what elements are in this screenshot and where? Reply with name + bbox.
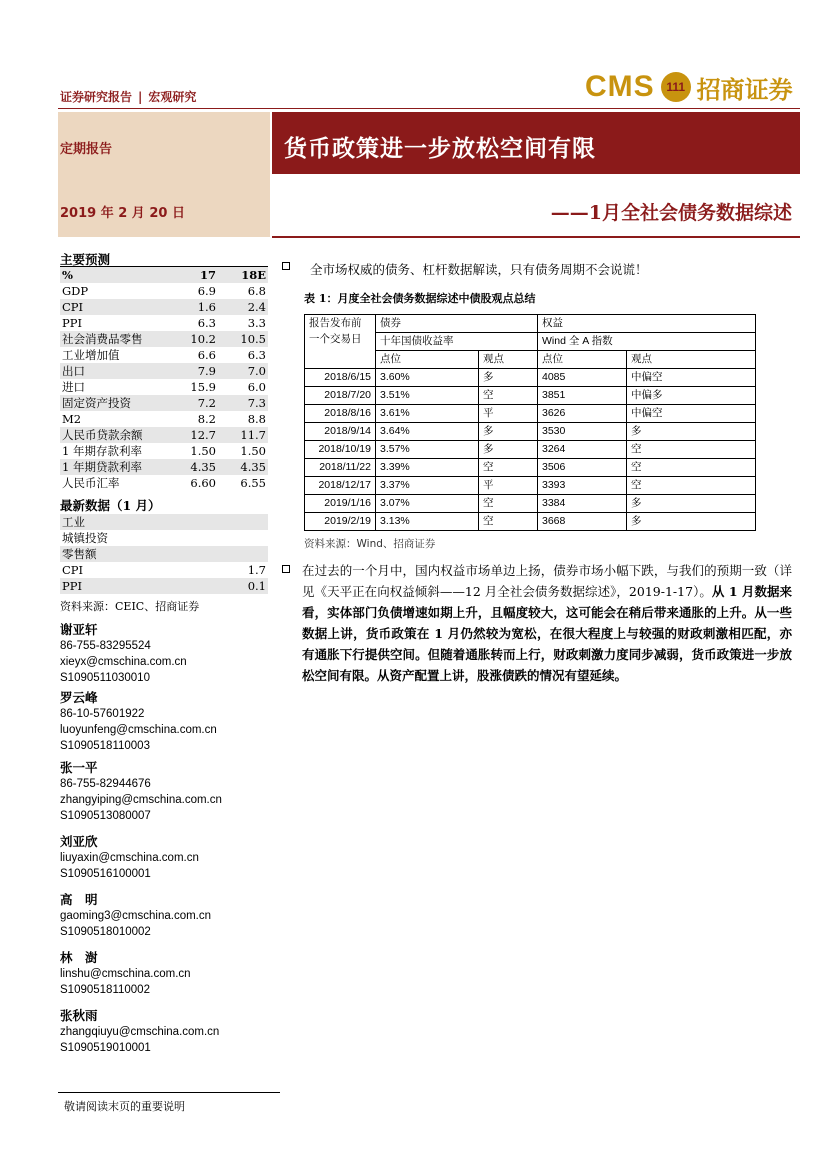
cell-yield: 3.37% — [376, 477, 479, 495]
row-label: PPI — [60, 315, 172, 331]
table-row — [60, 395, 268, 411]
cell-yield: 3.57% — [376, 441, 479, 459]
header-cell: 18E — [218, 267, 268, 284]
header-cell: 十年国债收益率 — [376, 333, 538, 351]
analyst-card — [60, 834, 199, 882]
bullet-intro — [282, 260, 648, 278]
category-label: 证券研究报告 — [60, 90, 133, 104]
row-value: 8.2 — [172, 411, 218, 427]
table-row — [305, 423, 756, 441]
analyst-name: 林 澍 — [60, 950, 98, 965]
analyst-card — [60, 892, 211, 940]
row-value: 6.8 — [218, 283, 268, 299]
cell-equity-view: 空 — [627, 459, 756, 477]
analyst-license: S1090513080007 — [60, 810, 151, 822]
analyst-name: 张一平 — [60, 760, 98, 775]
table-row — [305, 495, 756, 513]
row-label: 工业增加值 — [60, 347, 172, 363]
header-cell: % — [60, 267, 172, 284]
table-row — [60, 475, 268, 491]
cell-equity-view: 中偏空 — [627, 369, 756, 387]
analyst-card — [60, 1008, 219, 1056]
cell-index: 3626 — [538, 405, 627, 423]
table-row — [60, 546, 268, 562]
cell-yield: 3.13% — [376, 513, 479, 531]
analyst-email[interactable]: linshu@cmschina.com.cn — [60, 968, 191, 980]
analyst-name: 刘亚欣 — [60, 834, 98, 849]
row-label: 1 年期存款利率 — [60, 443, 172, 459]
table-row — [305, 369, 756, 387]
row-value: 12.7 — [172, 427, 218, 443]
row-value — [204, 530, 268, 546]
row-label: 社会消费品零售 — [60, 331, 172, 347]
row-value: 2.4 — [218, 299, 268, 315]
cell-equity-view: 多 — [627, 495, 756, 513]
row-value: 6.55 — [218, 475, 268, 491]
row-value: 8.8 — [218, 411, 268, 427]
analyst-name: 罗云峰 — [60, 690, 98, 705]
cell-date: 2018/10/19 — [305, 441, 376, 459]
cell-bond-view: 空 — [479, 513, 538, 531]
table-row — [305, 459, 756, 477]
logo-badge-icon: 111 — [661, 72, 691, 102]
header-cell: 观点 — [479, 351, 538, 369]
table-row — [60, 299, 268, 315]
row-label: 出口 — [60, 363, 172, 379]
report-type: 定期报告 — [60, 142, 113, 157]
cell-equity-view: 中偏空 — [627, 405, 756, 423]
cell-index: 3506 — [538, 459, 627, 477]
bullet-square-icon — [282, 565, 290, 573]
cms-logo — [585, 70, 793, 104]
cell-date: 2018/7/20 — [305, 387, 376, 405]
header-cell: 点位 — [376, 351, 479, 369]
analyst-email[interactable]: zhangyiping@cmschina.com.cn — [60, 794, 222, 806]
row-value: 4.35 — [172, 459, 218, 475]
row-value: 6.3 — [172, 315, 218, 331]
cell-bond-view: 多 — [479, 369, 538, 387]
cell-index: 3264 — [538, 441, 627, 459]
cell-index: 3530 — [538, 423, 627, 441]
header-cell: Wind 全 A 指数 — [538, 333, 756, 351]
row-value: 7.3 — [218, 395, 268, 411]
table-row — [60, 562, 268, 578]
header-cell: 点位 — [538, 351, 627, 369]
subcategory-label: 宏观研究 — [148, 90, 197, 104]
table-row — [60, 315, 268, 331]
cell-bond-view: 平 — [479, 477, 538, 495]
header-cell: 17 — [172, 267, 218, 284]
row-label: PPI — [60, 578, 204, 594]
analyst-email[interactable]: gaoming3@cmschina.com.cn — [60, 910, 212, 922]
row-label: 固定资产投资 — [60, 395, 172, 411]
header-cell: 报告发布前一个交易日 — [305, 315, 376, 369]
table-row — [60, 459, 268, 475]
table-caption: 表 1：月度全社会债务数据综述中债股观点总结 — [304, 292, 536, 305]
row-value: 11.7 — [218, 427, 268, 443]
cell-index: 3384 — [538, 495, 627, 513]
forecast-heading: 主要预测 — [60, 252, 111, 267]
latest-source: 资料来源：CEIC、招商证券 — [60, 600, 200, 613]
table-row — [60, 427, 268, 443]
cell-bond-view: 多 — [479, 423, 538, 441]
table-row — [60, 411, 268, 427]
header-cell: 观点 — [627, 351, 756, 369]
views-table — [304, 314, 756, 531]
cell-date: 2019/2/19 — [305, 513, 376, 531]
cell-date: 2018/6/15 — [305, 369, 376, 387]
table-row — [60, 363, 268, 379]
table-row — [305, 441, 756, 459]
cell-index: 4085 — [538, 369, 627, 387]
bullet-summary — [282, 560, 792, 686]
title-divider — [272, 236, 800, 238]
row-value: 4.35 — [218, 459, 268, 475]
row-value: 1.7 — [204, 562, 268, 578]
latest-table — [60, 514, 268, 594]
report-category — [60, 88, 196, 105]
row-label: M2 — [60, 411, 172, 427]
analyst-license: S1090518110002 — [60, 984, 150, 996]
bullet-square-icon — [282, 262, 290, 270]
row-value: 3.3 — [218, 315, 268, 331]
table-row — [60, 578, 268, 594]
cell-bond-view: 空 — [479, 495, 538, 513]
row-value: 10.5 — [218, 331, 268, 347]
row-value: 7.0 — [218, 363, 268, 379]
cell-bond-view: 空 — [479, 459, 538, 477]
analyst-phone: 86-755-83295524 — [60, 640, 151, 652]
row-value: 7.9 — [172, 363, 218, 379]
cell-index: 3393 — [538, 477, 627, 495]
row-label: GDP — [60, 283, 172, 299]
row-label: 进口 — [60, 379, 172, 395]
cell-equity-view: 空 — [627, 441, 756, 459]
footer-note: 敬请阅读末页的重要说明 — [64, 1100, 185, 1113]
analyst-phone: 86-755-82944676 — [60, 778, 151, 790]
row-label: 人民币汇率 — [60, 475, 172, 491]
cell-yield: 3.60% — [376, 369, 479, 387]
table-row — [60, 347, 268, 363]
row-value: 6.0 — [218, 379, 268, 395]
table-row — [60, 514, 268, 530]
row-label: 人民币贷款余额 — [60, 427, 172, 443]
analyst-license: S1090518010002 — [60, 926, 151, 938]
category-separator: | — [138, 90, 143, 104]
table-row — [305, 387, 756, 405]
cell-date: 2018/9/14 — [305, 423, 376, 441]
header-cell: 权益 — [538, 315, 756, 333]
table-row — [305, 513, 756, 531]
table-header-row — [305, 315, 756, 333]
summary-text — [302, 560, 792, 686]
analyst-name: 张秋雨 — [60, 1008, 98, 1023]
row-value: 6.60 — [172, 475, 218, 491]
analyst-name: 谢亚轩 — [60, 622, 98, 637]
cell-bond-view: 空 — [479, 387, 538, 405]
row-value — [204, 546, 268, 562]
summary-normal: 在过去的一个月中，国内权益市场单边上扬，债券市场小幅下跌，与我们的预期一致（详见《天平正在向权益倾斜——12 月全社会债务数据综述》，2019-1-17）。 — [302, 563, 792, 599]
row-value: 1.50 — [218, 443, 268, 459]
row-label: 零售额 — [60, 546, 204, 562]
row-value: 0.1 — [204, 578, 268, 594]
analyst-license: S1090519010001 — [60, 1042, 151, 1054]
row-value: 1.6 — [172, 299, 218, 315]
row-value: 10.2 — [172, 331, 218, 347]
row-value: 1.50 — [172, 443, 218, 459]
cell-date: 2019/1/16 — [305, 495, 376, 513]
footer-divider — [58, 1092, 280, 1093]
summary-bold: 从 1 月数据来看，实体部门负债增速如期上升，且幅度较大，这可能会在稍后带来通胀的上升。从一些数据上讲，货币政策在 1 月仍然较为宽松，在很大程度上与较强的财政刺激相匹配，亦有通胀下行提供空间。但随着通胀转而上行，财政刺激力度同步减弱，货币政策进一步放松空间有限。从资产配置上讲，股涨债跌的情况有望延续。 — [302, 584, 793, 683]
cell-yield: 3.39% — [376, 459, 479, 477]
table-row — [305, 405, 756, 423]
row-label: CPI — [60, 562, 204, 578]
table-row — [60, 283, 268, 299]
row-value: 6.6 — [172, 347, 218, 363]
logo-en: CMS — [585, 70, 655, 103]
row-label: 城镇投资 — [60, 530, 204, 546]
analyst-email[interactable]: xieyx@cmschina.com.cn — [60, 656, 187, 668]
analyst-email[interactable]: luoyunfeng@cmschina.com.cn — [60, 724, 217, 736]
row-label: 1 年期贷款利率 — [60, 459, 172, 475]
cell-yield: 3.64% — [376, 423, 479, 441]
cell-date: 2018/12/17 — [305, 477, 376, 495]
cell-index: 3668 — [538, 513, 627, 531]
bullet-text: 全市场权威的债务、杠杆数据解读，只有债务周期不会说谎！ — [310, 262, 648, 277]
row-value — [204, 514, 268, 530]
table-row — [60, 530, 268, 546]
logo-cn: 招商证券 — [696, 75, 793, 104]
header-divider — [58, 108, 800, 109]
cell-yield: 3.61% — [376, 405, 479, 423]
analyst-name: 高 明 — [60, 892, 98, 907]
table-row — [60, 379, 268, 395]
analyst-license: S1090518110003 — [60, 740, 150, 752]
analyst-card — [60, 690, 217, 754]
analyst-license: S1090511030010 — [60, 672, 150, 684]
table-source: 资料来源：Wind、招商证券 — [304, 538, 436, 550]
cell-date: 2018/11/22 — [305, 459, 376, 477]
analyst-license: S1090516100001 — [60, 868, 151, 880]
cell-bond-view: 平 — [479, 405, 538, 423]
analyst-phone: 86-10-57601922 — [60, 708, 145, 720]
latest-heading: 最新数据（1 月） — [60, 498, 161, 513]
row-label: CPI — [60, 299, 172, 315]
cell-equity-view: 多 — [627, 423, 756, 441]
cell-equity-view: 中偏多 — [627, 387, 756, 405]
table-header-row — [60, 267, 268, 284]
cell-bond-view: 多 — [479, 441, 538, 459]
analyst-email[interactable]: liuyaxin@cmschina.com.cn — [60, 852, 199, 864]
cell-yield: 3.51% — [376, 387, 479, 405]
analyst-card — [60, 622, 187, 686]
row-label: 工业 — [60, 514, 204, 530]
cell-equity-view: 多 — [627, 513, 756, 531]
page-subtitle: ——1月全社会债务数据综述 — [550, 202, 792, 224]
header-cell: 债券 — [376, 315, 538, 333]
cell-yield: 3.07% — [376, 495, 479, 513]
row-value: 6.3 — [218, 347, 268, 363]
table-row — [60, 443, 268, 459]
forecast-table — [60, 266, 268, 491]
cell-date: 2018/8/16 — [305, 405, 376, 423]
report-date: 2019 年 2 月 20 日 — [60, 206, 185, 221]
analyst-card — [60, 950, 191, 998]
analyst-email[interactable]: zhangqiuyu@cmschina.com.cn — [60, 1026, 220, 1038]
table-row — [305, 477, 756, 495]
cell-equity-view: 空 — [627, 477, 756, 495]
row-value: 6.9 — [172, 283, 218, 299]
analyst-card — [60, 760, 222, 824]
table-row — [60, 331, 268, 347]
row-value: 15.9 — [172, 379, 218, 395]
cell-index: 3851 — [538, 387, 627, 405]
page-title: 货币政策进一步放松空间有限 — [284, 135, 596, 162]
row-value: 7.2 — [172, 395, 218, 411]
